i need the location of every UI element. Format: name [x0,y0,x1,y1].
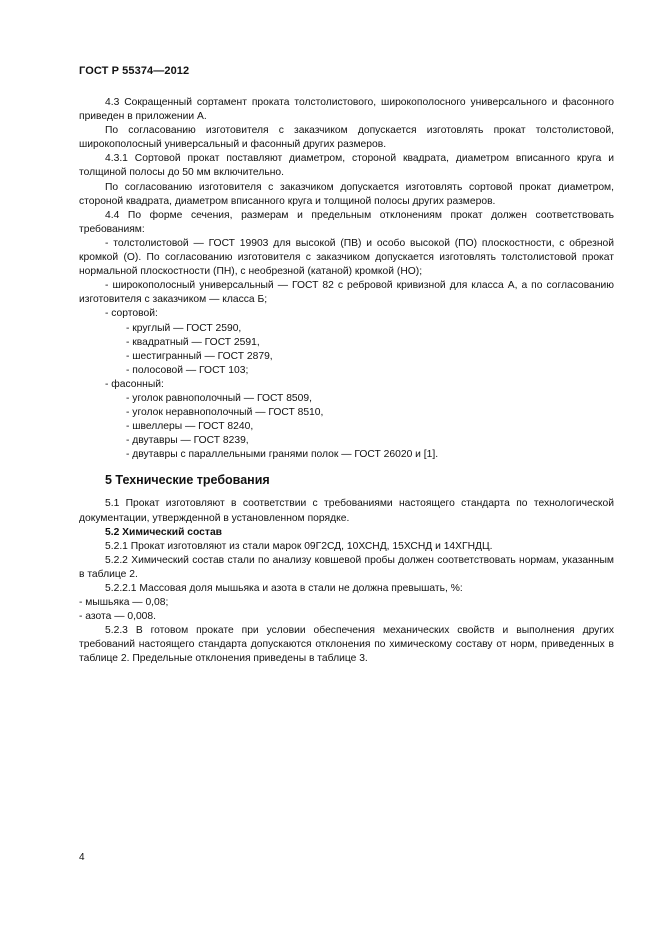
page-number: 4 [79,852,85,863]
list-subitem-strip: - полосовой — ГОСТ 103; [126,364,249,376]
paragraph-5-1: 5.1 Прокат изготовляют в соответствии с требованиями настоящего стандарта по технологической документации, утвержденной в установленном порядке. [79,498,614,524]
paragraph-5-2-1: 5.2.1 Прокат изготовляют из стали марок 09Г2СД, 10ХСНД, 15ХСНД и 14ХГНДЦ. [105,540,493,552]
section-5-title: 5 Технические требования [105,473,270,488]
list-subitem-i-beams: - двутавры — ГОСТ 8239, [126,435,249,447]
paragraph-5-2-3: 5.2.3 В готовом прокате при условии обеспечения механических свойств и выполнения других требований настоящего стандарта допускаются отклонения по химическому составу от норм, приведенных в таблице 2. Предельные отклонения приведены в таблице 3. [79,625,614,665]
paragraph-4-3: 4.3 Сокращенный сортамент проката толстолистового, широкополосного универсального и фасонного приведен в приложении А. [79,97,614,123]
list-subitem-square: - квадратный — ГОСТ 2591, [126,336,260,348]
list-subitem-round: - круглый — ГОСТ 2590, [126,322,242,334]
list-item-arsenic: - мышьяка — 0,08; [79,597,169,609]
paragraph-5-2-2: 5.2.2 Химический состав стали по анализу ковшевой пробы должен соответствовать нормам, указанным в таблице 2. [79,554,614,580]
list-item-wide-strip: - широкополосный универсальный — ГОСТ 82 с ребровой кривизной для класса А, а по согласованию изготовителя с заказчиком — класса Б; [79,280,614,306]
document-header: ГОСТ Р 55374—2012 [79,65,190,77]
list-subitem-hexagon: - шестигранный — ГОСТ 2879, [126,350,273,362]
list-subitem-unequal-angle: - уголок неравнополочный — ГОСТ 8510, [126,407,324,419]
list-subitem-equal-angle: - уголок равнополочный — ГОСТ 8509, [126,392,312,404]
list-item-nitrogen: - азота — 0,008. [79,611,156,623]
paragraph-4-3-1: 4.3.1 Сортовой прокат поставляют диаметром, стороной квадрата, диаметром вписанного круга и толщиной полосы до 50 мм включительно. [79,153,614,179]
subsection-5-2-title: 5.2 Химический состав [105,526,222,538]
paragraph-4-3-1-agreement: По согласованию изготовителя с заказчиком допускается изготовлять сортовой прокат диаметром, стороной квадрата, диаметром вписанного круга и толщиной полосы других размеров. [79,181,614,207]
paragraph-5-2-2-1: 5.2.2.1 Массовая доля мышьяка и азота в стали не должна превышать, %: [105,583,463,594]
list-item-shaped: - фасонный: [105,378,164,390]
list-subitem-channels: - швеллеры — ГОСТ 8240, [126,421,254,433]
list-item-thick-plate: - толстолистовой — ГОСТ 19903 для высокой (ПВ) и особо высокой (ПО) плоскостности, с обрезной кромкой (О). По согласованию изготовителя с заказчиком допускается изготовлять толстолистовой прокат нормальной плоскостности (ПН), с необрезной (катаной) кромкой (НО); [79,237,614,278]
document-body [79,96,614,667]
list-subitem-parallel-i-beams: - двутавры с параллельными гранями полок — ГОСТ 26020 и [1]. [126,449,439,461]
paragraph-4-3-agreement: По согласованию изготовителя с заказчиком допускается изготовлять прокат толстолистовой, широкополосный универсальный и фасонный других размеров. [79,125,614,151]
list-item-section-rolled: - сортовой: [105,308,158,320]
paragraph-4-4: 4.4 По форме сечения, размерам и предельным отклонениям прокат должен соответствовать требованиям: [79,209,614,235]
